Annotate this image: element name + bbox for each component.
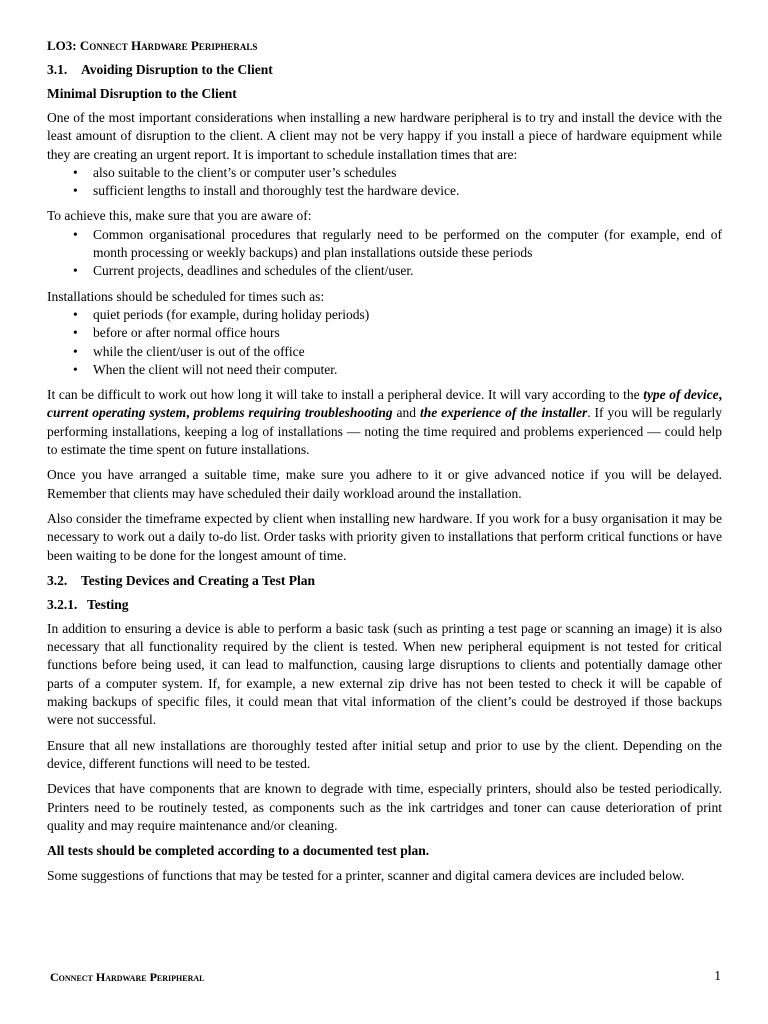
paragraph-intro: One of the most important considerations when installing a new hardware peripheral is to try and install the device with the least amount of disruption to the client. A client may not be very happy if you install a piece of hardware equipment while they are creating an urgent report. It is important to schedule installation times that are:: [47, 110, 722, 162]
schedule-criteria-list: [47, 164, 722, 201]
paragraph-testing: In addition to ensuring a device is able to perform a basic task (such as printing a test page or scanning an image) it is also necessary that all functionality required by the client is tested. When new peripheral equipment is not tested for critical functions before being used, it can lead to malfunction, causing large disruptions to clients and potentially damage other parts of a computer system. If, for example, a new external zip drive has not been tested to check it will be capable of making backups of specific files, it could mean that vital information of the client’s could be destroyed if those backups were not successful.: [47, 620, 722, 728]
list-item: • Current projects, deadlines and schedules of the client/user.: [93, 262, 722, 280]
paragraph-ensure: Ensure that all new installations are thoroughly tested after initial setup and prior to use by the client. Depending on the device, different functions will need to be tested.: [47, 737, 722, 771]
page-footer: Connect Hardware Peripheral: [50, 970, 205, 984]
list-item: • quiet periods (for example, during holiday periods): [93, 306, 722, 324]
paragraph-degrade: Devices that have components that are known to degrade with time, especially printers, should also be tested periodically. Printers need to be routinely tested, as components such as the ink cartridges and toner can cause deterioration of print quality and may require maintenance and/or cleaning.: [47, 781, 722, 833]
list-item: • sufficient lengths to install and thoroughly test the hardware device.: [93, 182, 722, 200]
document-page: [47, 28, 722, 886]
paragraph-duration: It can be difficult to work out how long it will take to install a peripheral device. It will vary according to the type of device, current operating system, problems requiring troubleshooting and the experience of the installer. If you will be regularly performing installations, keeping a log of installations — noting the time required and problems experienced — could help to estimate the time spent on future installations.: [47, 387, 723, 458]
section-3-1-heading: 3.1. Avoiding Disruption to the Client: [47, 62, 273, 77]
paragraph-aware: To achieve this, make sure that you are aware of:: [47, 208, 312, 224]
paragraph-timeframe: Also consider the timeframe expected by client when installing new hardware. If you work for a busy organisation it may be necessary to work out a daily to-do list. Order tasks with priority given to installations that perform critical functions or have been waiting to be done for the longest amount of time.: [47, 510, 722, 563]
paragraph-scheduled: Installations should be scheduled for times such as:: [47, 288, 325, 304]
awareness-list: [47, 226, 722, 281]
section-3-2-heading: 3.2. Testing Devices and Creating a Test Plan: [47, 572, 316, 588]
document-title: LO3: Connect Hardware Peripherals: [47, 38, 258, 53]
paragraph-test-plan: All tests should be completed according to a documented test plan.: [47, 843, 430, 859]
section-3-2-1-heading: 3.2.1. Testing: [47, 596, 129, 612]
list-item: • before or after normal office hours: [93, 324, 722, 342]
page-number: 1: [714, 968, 721, 983]
scheduled-times-list: [47, 306, 722, 379]
list-item: • When the client will not need their computer.: [93, 361, 722, 379]
list-item: • Common organisational procedures that regularly need to be performed on the computer (for example, end of month processing or weekly backups) and plan installations outside these periods: [93, 226, 722, 263]
minimal-disruption-heading: Minimal Disruption to the Client: [47, 86, 237, 101]
list-item: • while the client/user is out of the office: [93, 343, 722, 361]
list-item: • also suitable to the client’s or computer user’s schedules: [93, 164, 722, 182]
paragraph-suggestions: Some suggestions of functions that may be tested for a printer, scanner and digital camera devices are included below.: [47, 868, 685, 884]
paragraph-adhere: Once you have arranged a suitable time, make sure you adhere to it or give advanced notice if you will be delayed. Remember that clients may have scheduled their daily workload around the installation.: [47, 467, 722, 501]
